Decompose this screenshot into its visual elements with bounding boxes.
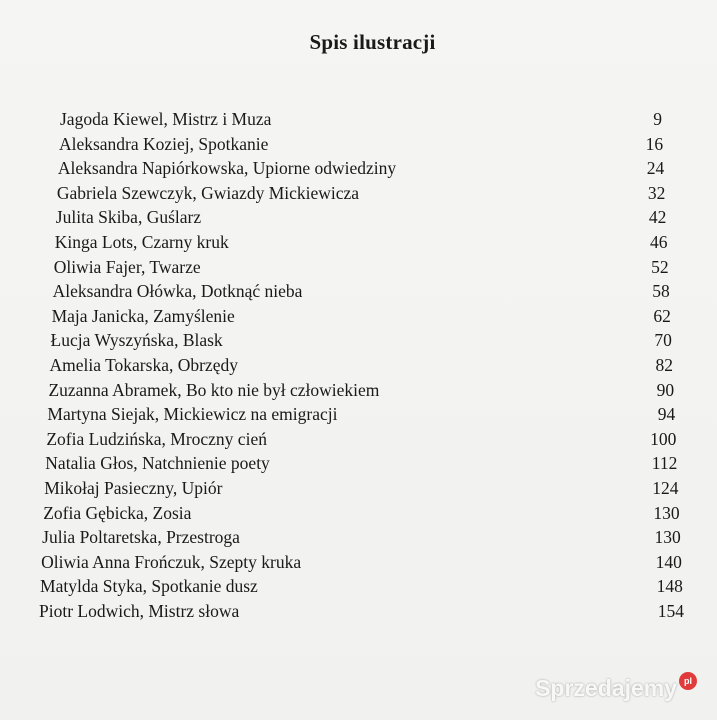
illustration-title: Matylda Styka, Spotkanie dusz	[40, 576, 258, 597]
page-number: 140	[655, 551, 682, 572]
list-item	[0, 476, 717, 501]
page-number: 52	[651, 256, 669, 277]
list-item	[0, 156, 717, 181]
page-number: 94	[657, 404, 676, 425]
illustration-title: Piotr Lodwich, Mistrz słowa	[39, 600, 240, 621]
illustration-title: Mikołaj Pasieczny, Upiór	[44, 477, 223, 498]
illustration-title: Julia Poltaretska, Przestroga	[42, 527, 240, 548]
page-number: 58	[652, 281, 670, 302]
list-item	[0, 525, 717, 550]
list-item	[0, 304, 717, 329]
list-item	[0, 279, 717, 304]
illustration-list	[0, 107, 717, 623]
list-item	[0, 107, 717, 132]
illustration-title: Gabriela Szewczyk, Gwiazdy Mickiewicza	[56, 182, 360, 203]
illustration-title: Natalia Głos, Natchnienie poety	[45, 453, 270, 474]
illustration-title: Amelia Tokarska, Obrzędy	[49, 354, 238, 375]
illustration-title: Martyna Siejak, Mickiewicz na emigracji	[47, 404, 338, 425]
watermark-badge: pl	[679, 672, 697, 690]
page-number: 46	[650, 231, 668, 252]
list-item	[0, 181, 717, 206]
illustration-title: Aleksandra Koziej, Spotkanie	[58, 133, 269, 154]
list-item	[0, 550, 717, 575]
illustration-title: Julita Skiba, Guślarz	[55, 207, 202, 228]
illustration-title: Kinga Lots, Czarny kruk	[54, 231, 229, 252]
page-number: 124	[652, 477, 679, 498]
watermark-logo	[535, 675, 697, 702]
page-number: 154	[657, 600, 684, 621]
list-item	[0, 574, 717, 599]
list-item	[0, 255, 717, 280]
illustration-title: Łucja Wyszyńska, Blask	[50, 330, 223, 351]
list-item	[0, 402, 717, 427]
list-item	[0, 378, 717, 403]
list-item	[0, 427, 717, 452]
page-number: 112	[651, 453, 678, 474]
illustration-title: Zuzanna Abramek, Bo kto nie był człowiekiem	[48, 379, 380, 400]
list-item	[0, 328, 717, 353]
page-number: 16	[645, 133, 664, 154]
illustration-title: Oliwia Fajer, Twarze	[53, 256, 201, 277]
page-number: 82	[655, 354, 673, 375]
list-item	[0, 205, 717, 230]
page-number: 24	[646, 158, 665, 179]
list-item	[0, 599, 717, 624]
page-number: 32	[647, 182, 666, 203]
illustration-title: Maja Janicka, Zamyślenie	[51, 305, 235, 326]
page-number: 70	[654, 330, 672, 351]
illustration-title: Oliwia Anna Frończuk, Szepty kruka	[41, 551, 302, 572]
page-title: Spis ilustracji	[309, 30, 436, 54]
illustration-title: Zofia Gębicka, Zosia	[43, 502, 192, 523]
list-item	[0, 353, 717, 378]
page-number: 42	[648, 207, 667, 228]
list-item	[0, 451, 717, 476]
list-item	[0, 501, 717, 526]
page-number: 130	[654, 527, 681, 548]
watermark-text: Sprzedajemy	[535, 675, 677, 701]
page-number: 130	[653, 502, 680, 523]
list-item	[0, 230, 717, 255]
illustration-title: Zofia Ludzińska, Mroczny cień	[46, 428, 267, 449]
page-number: 100	[650, 428, 677, 449]
list-item	[0, 132, 717, 157]
page-number: 9	[653, 109, 662, 129]
page-number: 90	[656, 379, 675, 400]
page-number: 62	[653, 305, 671, 326]
illustration-title: Jagoda Kiewel, Mistrz i Muza	[60, 109, 272, 129]
illustration-title: Aleksandra Napiórkowska, Upiorne odwiedziny	[57, 158, 397, 179]
illustration-title: Aleksandra Ołówka, Dotknąć nieba	[52, 281, 303, 302]
page-number: 148	[656, 576, 683, 597]
